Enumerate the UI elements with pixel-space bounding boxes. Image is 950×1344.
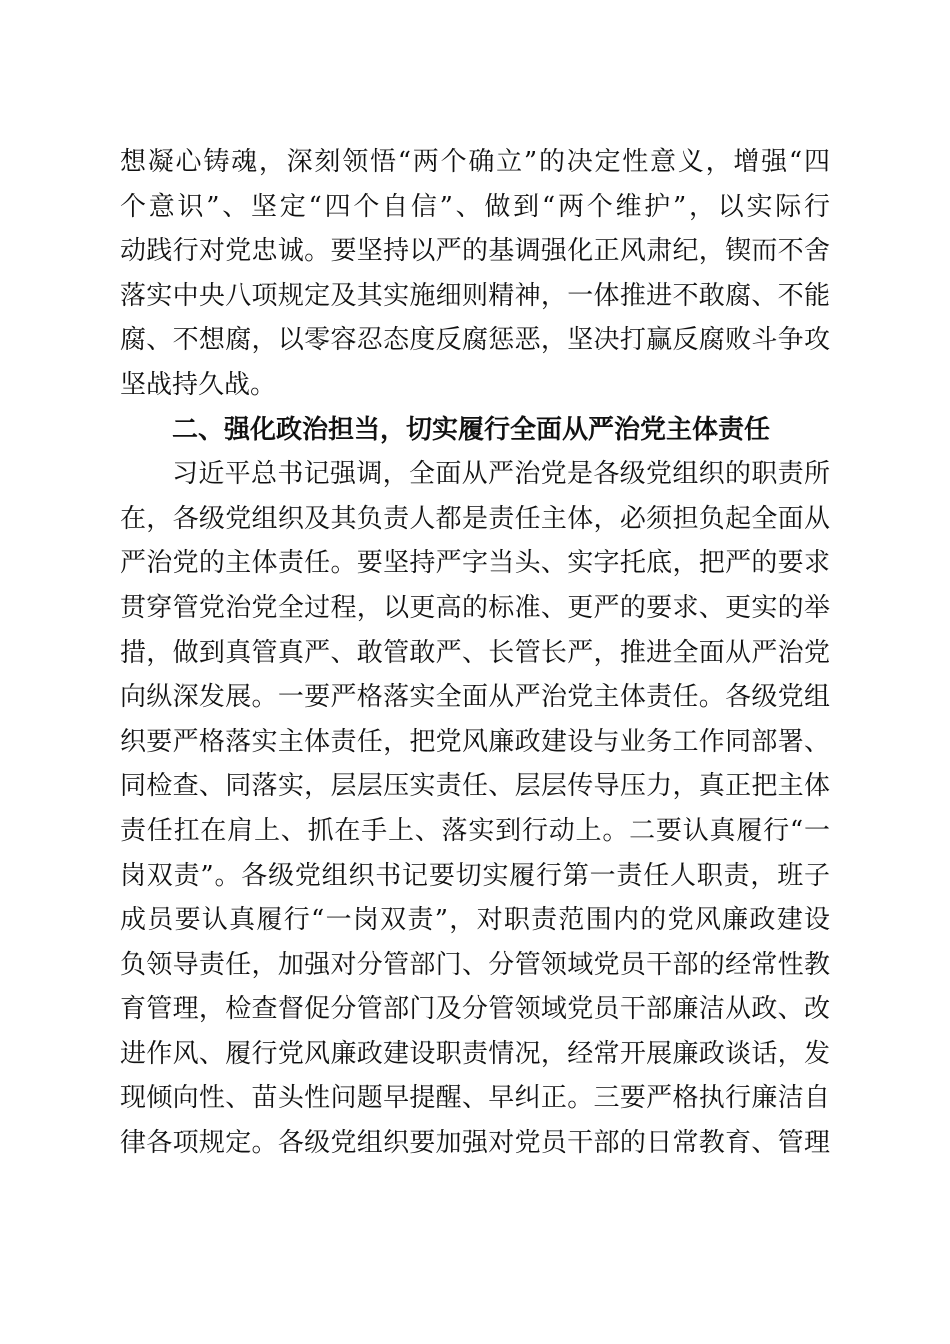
paragraph-line: 措，做到真管真严、敢管敢严、长管长严，推进全面从严治党 xyxy=(120,637,830,668)
paragraph-line: 进作风、履行党风廉政建设职责情况，经常开展廉政谈话，发 xyxy=(120,1038,830,1069)
paragraph-line: 同检查、同落实，层层压实责任、层层传导压力，真正把主体 xyxy=(120,771,830,802)
paragraph-line: 坚战持久战。 xyxy=(120,369,277,400)
paragraph-line: 腐、不想腐，以零容忍态度反腐惩恶，坚决打赢反腐败斗争攻 xyxy=(120,325,830,356)
paragraph-line: 责任扛在肩上、抓在手上、落实到行动上。二要认真履行“一 xyxy=(120,815,830,846)
paragraph-line: 育管理，检查督促分管部门及分管领域党员干部廉洁从政、改 xyxy=(120,994,830,1025)
section-heading: 二、强化政治担当，切实履行全面从严治党主体责任 xyxy=(172,414,771,445)
paragraph-line: 成员要认真履行“一岗双责”，对职责范围内的党风廉政建设 xyxy=(120,905,830,936)
paragraph-line: 织要严格落实主体责任，把党风廉政建设与业务工作同部署、 xyxy=(120,726,830,757)
paragraph-line: 负领导责任，加强对分管部门、分管领域党员干部的经常性教 xyxy=(120,949,830,980)
paragraph-line: 向纵深发展。一要严格落实全面从严治党主体责任。各级党组 xyxy=(120,682,830,713)
paragraph-line: 岗双责”。各级党组织书记要切实履行第一责任人职责，班子 xyxy=(120,860,830,891)
paragraph-line: 严治党的主体责任。要坚持严字当头、实字托底，把严的要求 xyxy=(120,548,830,579)
paragraph-line: 律各项规定。各级党组织要加强对党员干部的日常教育、管理 xyxy=(120,1128,830,1159)
paragraph-line: 个意识”、坚定“四个自信”、做到“两个维护”，以实际行 xyxy=(120,191,830,222)
document-body xyxy=(120,140,830,1166)
paragraph-line: 贯穿管党治党全过程，以更高的标准、更严的要求、更实的举 xyxy=(120,592,830,623)
paragraph-line: 想凝心铸魂，深刻领悟“两个确立”的决定性意义，增强“四 xyxy=(120,147,830,177)
paragraph-line: 习近平总书记强调，全面从严治党是各级党组织的职责所 xyxy=(172,459,830,490)
paragraph-line: 现倾向性、苗头性问题早提醒、早纠正。三要严格执行廉洁自 xyxy=(120,1083,830,1114)
paragraph-line: 落实中央八项规定及其实施细则精神，一体推进不敢腐、不能 xyxy=(120,280,830,311)
paragraph-line: 在，各级党组织及其负责人都是责任主体，必须担负起全面从 xyxy=(120,503,830,534)
paragraph-line: 动践行对党忠诚。要坚持以严的基调强化正风肃纪，锲而不舍 xyxy=(120,236,830,267)
